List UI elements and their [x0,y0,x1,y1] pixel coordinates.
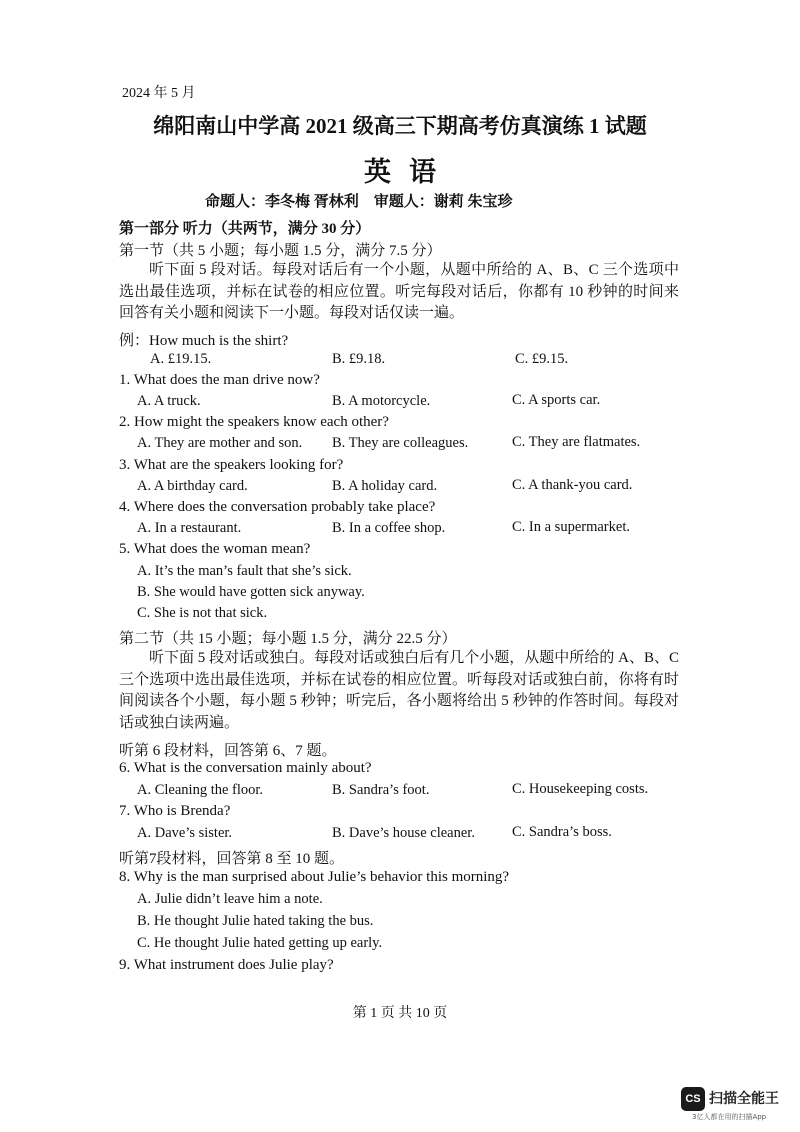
q5-option-a: A. It’s the man’s fault that she’s sick. [137,563,352,579]
question-8: 8. Why is the man surprised about Julie’s behavior this morning? [119,869,510,885]
q5-option-b: B. She would have gotten sick anyway. [137,584,365,600]
q5-option-c: C. She is not that sick. [137,605,268,621]
example-question: 例：How much is the shirt? [119,333,289,349]
q4-option-a: A. In a restaurant. [137,520,242,536]
q4-option-b: B. In a coffee shop. [332,520,446,536]
q3-option-c: C. A thank-you card. [512,477,633,493]
example-option-a: A. £19.15. [150,351,212,367]
question-6: 6. What is the conversation mainly about? [119,760,372,776]
q3-option-b: B. A holiday card. [332,478,438,494]
question-4: 4. Where does the conversation probably take place? [119,499,436,515]
exam-setters: 命题人：李冬梅 胥林利 审题人：谢莉 朱宝珍 [205,194,513,210]
q8-option-a: A. Julie didn’t leave him a note. [137,891,323,907]
question-9: 9. What instrument does Julie play? [119,957,334,973]
exam-date: 2024 年 5 月 [122,86,196,101]
q6-option-c: C. Housekeeping costs. [512,781,649,797]
page-number: 第 1 页 共 10 页 [352,1006,448,1021]
section1-heading: 第一节（共 5 小题；每小题 1.5 分，满分 7.5 分） [119,243,442,259]
q8-option-c: C. He thought Julie hated getting up early. [137,935,383,951]
example-option-c: C. £9.15. [515,351,569,367]
q6-option-a: A. Cleaning the floor. [137,782,264,798]
q7-option-a: A. Dave’s sister. [137,825,233,841]
q7-option-b: B. Dave’s house cleaner. [332,825,475,841]
q2-option-a: A. They are mother and son. [137,435,303,451]
q2-option-b: B. They are colleagues. [332,435,469,451]
q8-option-b: B. He thought Julie hated taking the bus. [137,913,374,929]
section2-heading: 第二节（共 15 小题；每小题 1.5 分，满分 22.5 分） [119,631,457,647]
question-3: 3. What are the speakers looking for? [119,457,344,473]
section2-instructions: 听下面 5 段对话或独白。每段对话或独白后有几个小题，从题中所给的 A、B、C 三个选项中选出最佳选项，并标在试卷的相应位置。听每段对话或独白前，你将有时间阅读各个小题，每小题 5 秒钟；听完后，各小题将给出 5 秒钟的作答时间。每段对话或独白读两遍。 [119,650,679,731]
q3-option-a: A. A birthday card. [137,478,248,494]
subject-title: 英语 [364,157,454,187]
q6-option-b: B. Sandra’s foot. [332,782,430,798]
section1-instructions: 听下面 5 段对话。每段对话后有一个小题，从题中所给的 A、B、C 三个选项中选出最佳选项，并标在试卷的相应位置。听完每段对话后，你都有 10 秒钟的时间来回答有关小题和阅读下一小题。每段对话仅读一遍。 [119,262,679,321]
example-option-b: B. £9.18. [332,351,386,367]
q1-option-b: B. A motorcycle. [332,393,431,409]
question-2: 2. How might the speakers know each other? [119,414,389,430]
material-7-note: 听第7段材料，回答第 8 至 10 题。 [119,851,345,867]
question-1: 1. What does the man drive now? [119,372,320,388]
question-7: 7. Who is Brenda? [119,803,231,819]
q7-option-c: C. Sandra’s boss. [512,824,612,840]
camscanner-logo-icon: CS [681,1087,705,1111]
camscanner-tagline: 3亿人都在用的扫描App [692,1113,767,1121]
question-5: 5. What does the woman mean? [119,541,311,557]
material-6-note: 听第 6 段材料，回答第 6、7 题。 [119,743,337,759]
q1-option-c: C. A sports car. [512,392,601,408]
exam-title: 绵阳南山中学高 2021 级高三下期高考仿真演练 1 试题 [153,114,647,138]
part1-heading: 第一部分 听力（共两节，满分 30 分） [119,221,371,237]
q1-option-a: A. A truck. [137,393,201,409]
q4-option-c: C. In a supermarket. [512,519,630,535]
camscanner-app-name: 扫描全能王 [709,1091,779,1107]
q2-option-c: C. They are flatmates. [512,434,641,450]
